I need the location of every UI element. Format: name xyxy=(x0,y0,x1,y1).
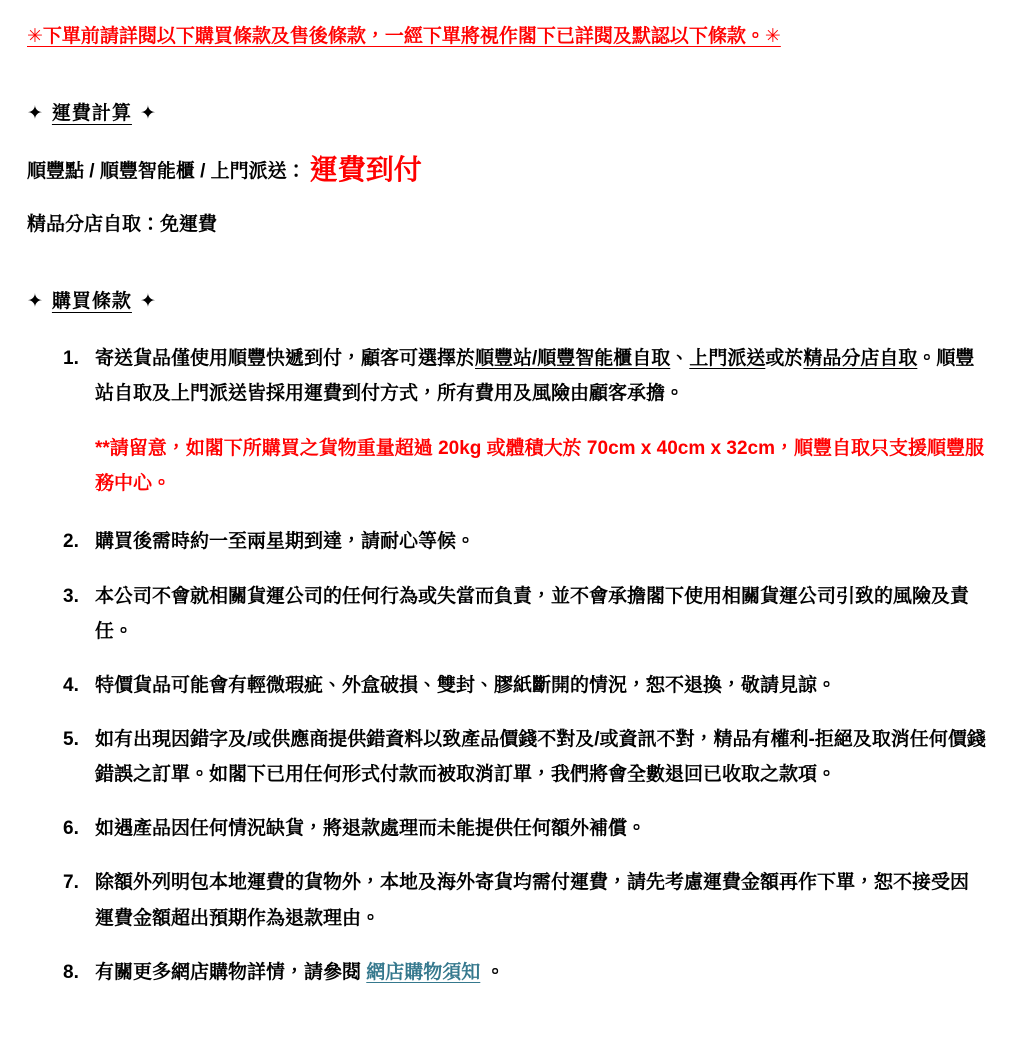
item-text: 本公司不會就相關貨運公司的任何行為或失當而負責，並不會承擔閣下使用相關貨運公司引致的風險及責任。 xyxy=(95,585,970,642)
term-item xyxy=(63,579,988,649)
shipping-method-label: 順豐點 / 順豐智能櫃 / 上門派送： xyxy=(27,161,306,183)
item-number: 2. xyxy=(63,531,79,553)
item-text-segment-underlined: 精品分店自取 xyxy=(803,347,918,369)
terms-section xyxy=(27,286,988,990)
star-icon: ✦ xyxy=(27,103,44,125)
item-text xyxy=(95,341,987,506)
warning-note: **請留意，如閣下所購買之貨物重量超過 20kg 或體積大於 70cm x 40cm x 32cm，順豐自取只支援順豐服務中心。 xyxy=(95,438,984,495)
terms-title: 購買條款 xyxy=(51,290,132,312)
item-number: 8. xyxy=(63,961,79,983)
shipping-title: 運費計算 xyxy=(51,103,132,125)
store-guide-link[interactable]: 網店購物須知 xyxy=(366,961,481,983)
item-number: 4. xyxy=(63,674,79,696)
item-text-segment: 。順豐站自取及上門派送皆採用運費到付方式，所有費用及風險由顧客承擔。 xyxy=(95,347,975,405)
item-text-segment: 、 xyxy=(670,347,690,369)
item-number: 6. xyxy=(63,818,79,840)
term-item xyxy=(63,865,988,935)
item-number: 3. xyxy=(63,585,79,607)
term-item xyxy=(63,668,988,703)
pre-order-notice: ✳下單前請詳閱以下購買條款及售後條款，一經下單將視作閣下已詳閱及默認以下條款。✳ xyxy=(27,26,781,47)
item-text: 購買後需時約一至兩星期到達，請耐心等候。 xyxy=(95,531,476,553)
terms-list xyxy=(63,341,988,990)
item-text-segment-underlined: 順豐站/順豐智能櫃自取 xyxy=(475,347,671,369)
term-item xyxy=(63,811,988,846)
shipping-line-pickup: 精品分店自取：免運費 xyxy=(27,214,218,236)
item-text-segment: 寄送貨品僅使用順豐快遞到付，顧客可選擇於 xyxy=(95,347,476,369)
item-text-segment-underlined: 上門派送 xyxy=(689,347,766,369)
item-text-segment: 。 xyxy=(480,961,505,983)
shipping-fee-value: 運費到付 xyxy=(309,154,422,186)
shipping-line-sf xyxy=(27,149,988,191)
item-text: 特價貨品可能會有輕微瑕疵、外盒破損、雙封、膠紙斷開的情況，恕不退換，敬請見諒。 xyxy=(95,674,837,696)
shipping-heading xyxy=(27,98,988,125)
star-icon: ✦ xyxy=(139,103,157,125)
term-item xyxy=(63,722,988,792)
shipping-section xyxy=(27,98,988,240)
item-text-segment: 或於 xyxy=(765,347,804,369)
item-text-segment: 有關更多網店購物詳情，請參閱 xyxy=(95,961,367,983)
item-text: 如有出現因錯字及/或供應商提供錯資料以致產品價錢不對及/或資訊不對，精品有權利-拒絕及取消任何價錢錯誤之訂單。如閣下已用任何形式付款而被取消訂單，我們將會全數退回已收取之款項。 xyxy=(95,729,986,786)
term-item xyxy=(63,524,988,559)
term-item xyxy=(63,341,988,506)
item-number: 1. xyxy=(63,347,79,369)
terms-heading xyxy=(27,286,988,313)
star-icon: ✦ xyxy=(27,290,44,312)
item-number: 7. xyxy=(63,872,79,894)
item-number: 5. xyxy=(63,729,79,751)
item-text xyxy=(95,955,987,990)
item-text: 除額外列明包本地運費的貨物外，本地及海外寄貨均需付運費，請先考慮運費金額再作下單，恕不接受因運費金額超出預期作為退款理由。 xyxy=(95,872,970,929)
term-item xyxy=(63,955,988,990)
star-icon: ✦ xyxy=(139,290,157,312)
item-text: 如遇產品因任何情況缺貨，將退款處理而未能提供任何額外補償。 xyxy=(95,818,647,840)
